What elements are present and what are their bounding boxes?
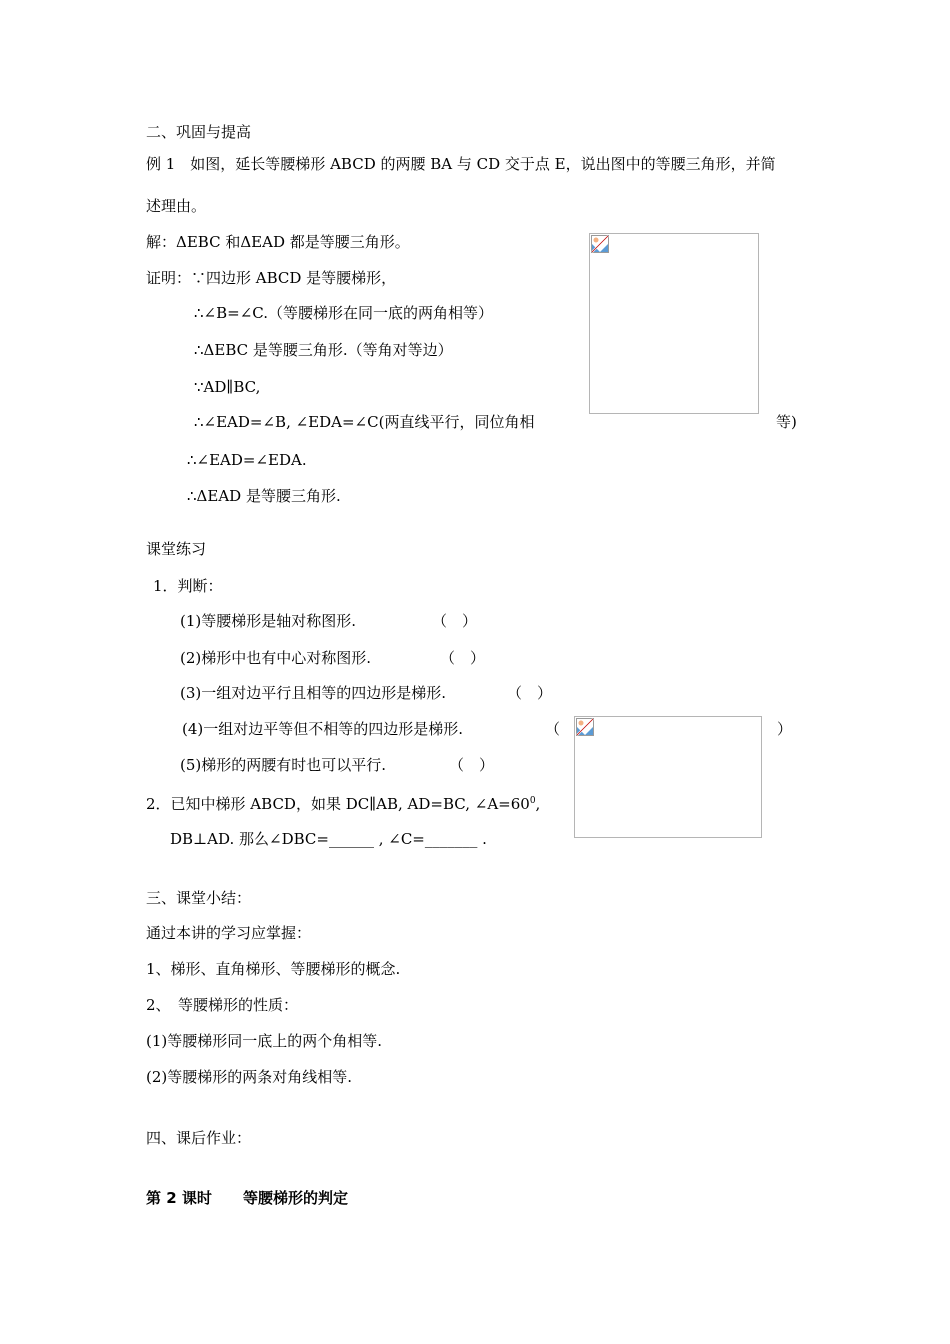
proof-line: ∴ΔEAD 是等腰三角形. bbox=[187, 487, 341, 505]
figure-image-placeholder bbox=[574, 716, 762, 838]
proof-line: ∴∠EAD=∠B, ∠EDA=∠C(两直线平行，同位角相 bbox=[194, 413, 535, 431]
answer-paren[interactable]: （ ） bbox=[449, 756, 495, 774]
degree-superscript: 0 bbox=[529, 796, 536, 806]
answer-paren[interactable]: （ ） bbox=[432, 612, 478, 630]
example-text-cont: 述理由。 bbox=[146, 197, 207, 215]
summary-item: (1)等腰梯形同一底上的两个角相等. bbox=[146, 1032, 383, 1050]
answer-paren-open[interactable]: （ bbox=[545, 720, 561, 738]
question-title: 1．判断： bbox=[153, 577, 223, 595]
broken-image-icon bbox=[576, 718, 594, 736]
proof-line: ∴ΔEBC 是等腰三角形.（等角对等边） bbox=[194, 341, 453, 359]
section-heading: 二、巩固与提高 bbox=[146, 123, 252, 141]
solution-text: 解：ΔEBC 和ΔEAD 都是等腰三角形。 bbox=[146, 233, 410, 251]
question-2-text-cont: DB⊥AD. 那么∠DBC=______ , ∠C=_______ . bbox=[170, 830, 487, 848]
lesson-label: 第 2 课时 bbox=[146, 1189, 212, 1207]
judgement-item: (3)一组对边平行且相等的四边形是梯形. bbox=[180, 684, 447, 702]
summary-intro: 通过本讲的学习应掌握： bbox=[146, 924, 312, 942]
section-heading: 三、课堂小结： bbox=[146, 889, 252, 907]
section-heading: 四、课后作业： bbox=[146, 1129, 252, 1147]
proof-line: ∴∠B=∠C.（等腰梯形在同一底的两角相等） bbox=[194, 304, 493, 322]
proof-line: ∵AD∥BC, bbox=[194, 378, 261, 396]
broken-image-icon bbox=[591, 235, 609, 253]
summary-item: 2、 等腰梯形的性质： bbox=[146, 996, 299, 1014]
lesson-title: 等腰梯形的判定 bbox=[243, 1189, 349, 1207]
judgement-item: (5)梯形的两腰有时也可以平行. bbox=[180, 756, 387, 774]
judgement-item: (4)一组对边平等但不相等的四边形是梯形. bbox=[182, 720, 464, 738]
question-2-comma: , bbox=[535, 795, 541, 813]
figure-image-placeholder bbox=[589, 233, 759, 414]
answer-paren[interactable]: （ ） bbox=[507, 684, 553, 702]
answer-paren-close: ） bbox=[777, 720, 793, 738]
question-2-text bbox=[146, 791, 540, 814]
judgement-item: (2)梯形中也有中心对称图形. bbox=[180, 649, 372, 667]
proof-line-cont: 等) bbox=[776, 413, 797, 431]
example-text: 例 1 如图，延长等腰梯形 ABCD 的两腰 BA 与 CD 交于点 E，说出图中的等腰三角形，并简 bbox=[146, 155, 776, 173]
summary-item: 1、梯形、直角梯形、等腰梯形的概念. bbox=[146, 960, 401, 978]
proof-line: 证明：∵四边形 ABCD 是等腰梯形， bbox=[146, 269, 397, 287]
summary-item: (2)等腰梯形的两条对角线相等. bbox=[146, 1068, 353, 1086]
proof-line: ∴∠EAD=∠EDA. bbox=[187, 451, 307, 469]
question-2-text-main: 2．已知中梯形 ABCD，如果 DC∥AB, AD=BC, ∠A=60 bbox=[146, 795, 530, 813]
section-heading: 课堂练习 bbox=[146, 540, 207, 558]
answer-paren[interactable]: （ ） bbox=[440, 649, 486, 667]
judgement-item: (1)等腰梯形是轴对称图形. bbox=[180, 612, 357, 630]
